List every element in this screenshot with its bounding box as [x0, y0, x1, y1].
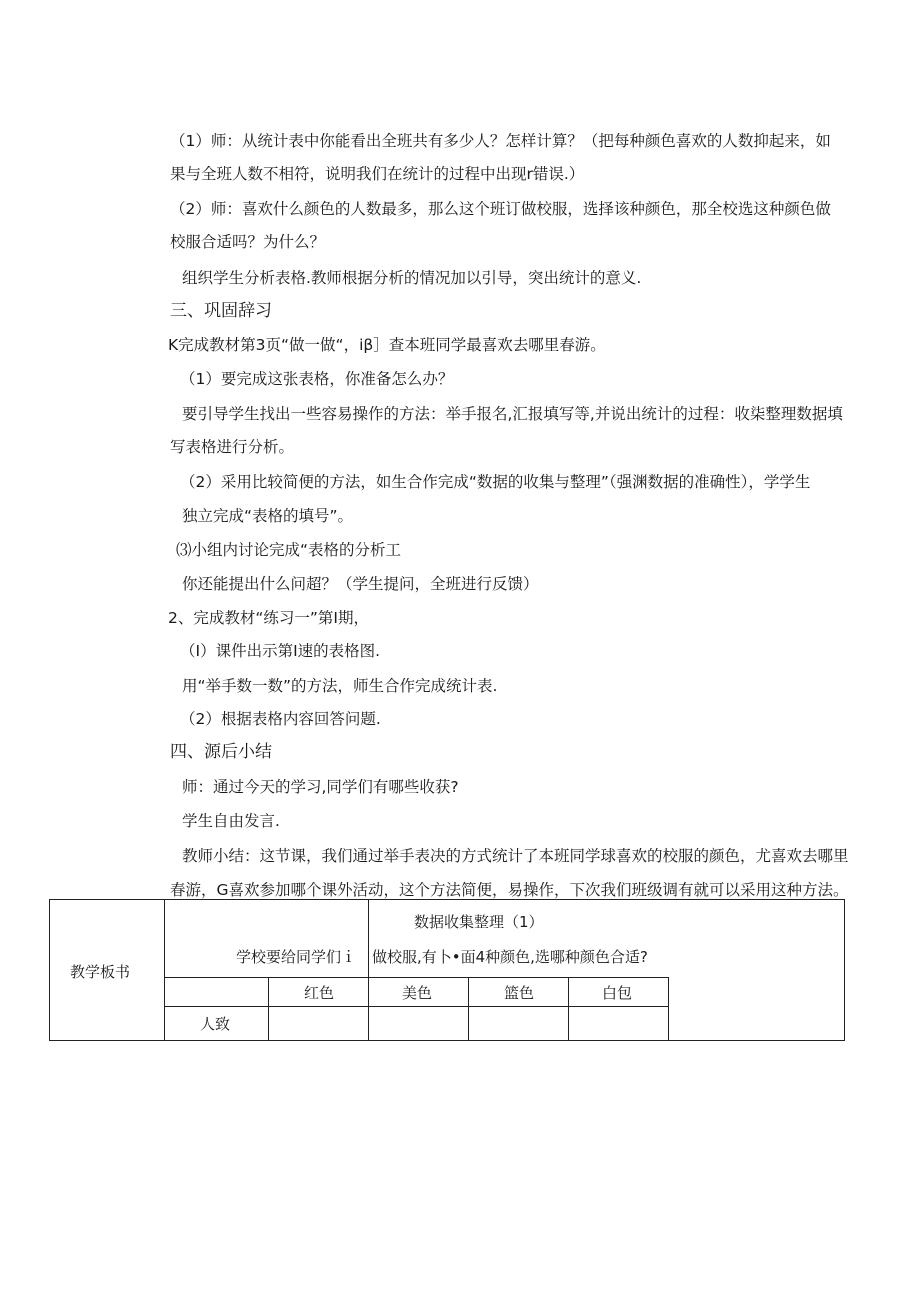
- grid-line: [164, 977, 669, 978]
- row-label: 人致: [200, 1015, 231, 1033]
- paragraph-line: （2）师：喜欢什么颜色的人数最多，那么这个班订做校服，选择该种颜色，那全校选这种颜色做: [170, 200, 831, 218]
- paragraph-line: 组织学生分析表格.教师根据分析的情况加以引导，突出统计的意义.: [182, 269, 642, 287]
- paragraph-line: 写表格进行分析。: [170, 438, 295, 456]
- board-question-left: 学校要给同学们ｉ: [236, 948, 357, 966]
- paragraph-line: 独立完成“表格的填号”。: [182, 507, 354, 525]
- paragraph-line: ⑶小组内讨论完成“表格的分析工: [176, 541, 402, 559]
- paragraph-line: 果与全班人数不相符，说明我们在统计的过程中出现r错误.）: [170, 165, 585, 183]
- column-header: 篮色: [504, 984, 535, 1002]
- section-heading: 四、源后小结: [170, 742, 272, 762]
- paragraph-line: （2）采用比较简便的方法，如生合作完成“数据的收集与整理”（强渊数据的准确性），学学生: [180, 473, 811, 491]
- board-title: 数据收集整理（1）: [414, 913, 544, 931]
- board-question-right: 做校服,有卜•面4种颜色,选哪种颜色合适?: [372, 948, 648, 966]
- paragraph-line: 师：通过今天的学习,同学们有哪些收获?: [182, 778, 459, 796]
- paragraph-line: 2、完成教材“练习一”第Ⅰ期，: [168, 609, 369, 627]
- paragraph-line: （2）根据表格内容回答问题.: [180, 710, 381, 728]
- column-header: 红色: [304, 984, 335, 1002]
- section-heading: 三、巩固辞习: [170, 301, 272, 321]
- board-divider: [368, 900, 369, 1040]
- paragraph-line: （Ⅰ）课件出示第Ⅰ速的表格图.: [180, 642, 381, 660]
- paragraph-line: （1）要完成这张表格，你准备怎么办？: [180, 370, 454, 388]
- paragraph-line: （1）师：从统计表中你能看出全班共有多少人？怎样计算？（把每种颜色喜欢的人数抑起来，如: [170, 132, 831, 150]
- grid-line: [468, 977, 469, 1040]
- column-header: 白包: [602, 984, 633, 1002]
- paragraph-line: 春游，G喜欢参加哪个课外活动，这个方法简便，易操作，下次我们班级调有就可以采用这种方法。: [170, 881, 849, 899]
- board-label: 教学板书: [70, 963, 131, 981]
- board-table: [49, 899, 845, 1041]
- grid-line: [668, 977, 669, 1040]
- grid-line: [568, 977, 569, 1040]
- board-divider: [164, 900, 165, 1040]
- paragraph-line: 校服合适吗？为什么？: [170, 233, 326, 251]
- paragraph-line: 学生自由发言.: [182, 812, 280, 830]
- column-header: 美色: [402, 984, 433, 1002]
- paragraph-line: 要引导学生找出一些容易操作的方法：举手报名,汇报填写等,并说出统计的过程：收柒整理数据填: [182, 405, 843, 423]
- grid-line: [164, 1006, 669, 1007]
- grid-line: [268, 977, 269, 1040]
- paragraph-line: K完成教材第3页“做一做“，iβ］查本班同学最喜欢去哪里春游。: [168, 336, 606, 354]
- paragraph-line: 用“举手数一数”的方法，师生合作完成统计表.: [182, 677, 498, 695]
- paragraph-line: 你还能提出什么问超？（学生提问，全班进行反馈）: [182, 575, 539, 593]
- paragraph-line: 教师小结：这节课，我们通过举手表决的方式统计了本班同学球喜欢的校服的颜色，尤喜欢去哪里: [182, 847, 849, 865]
